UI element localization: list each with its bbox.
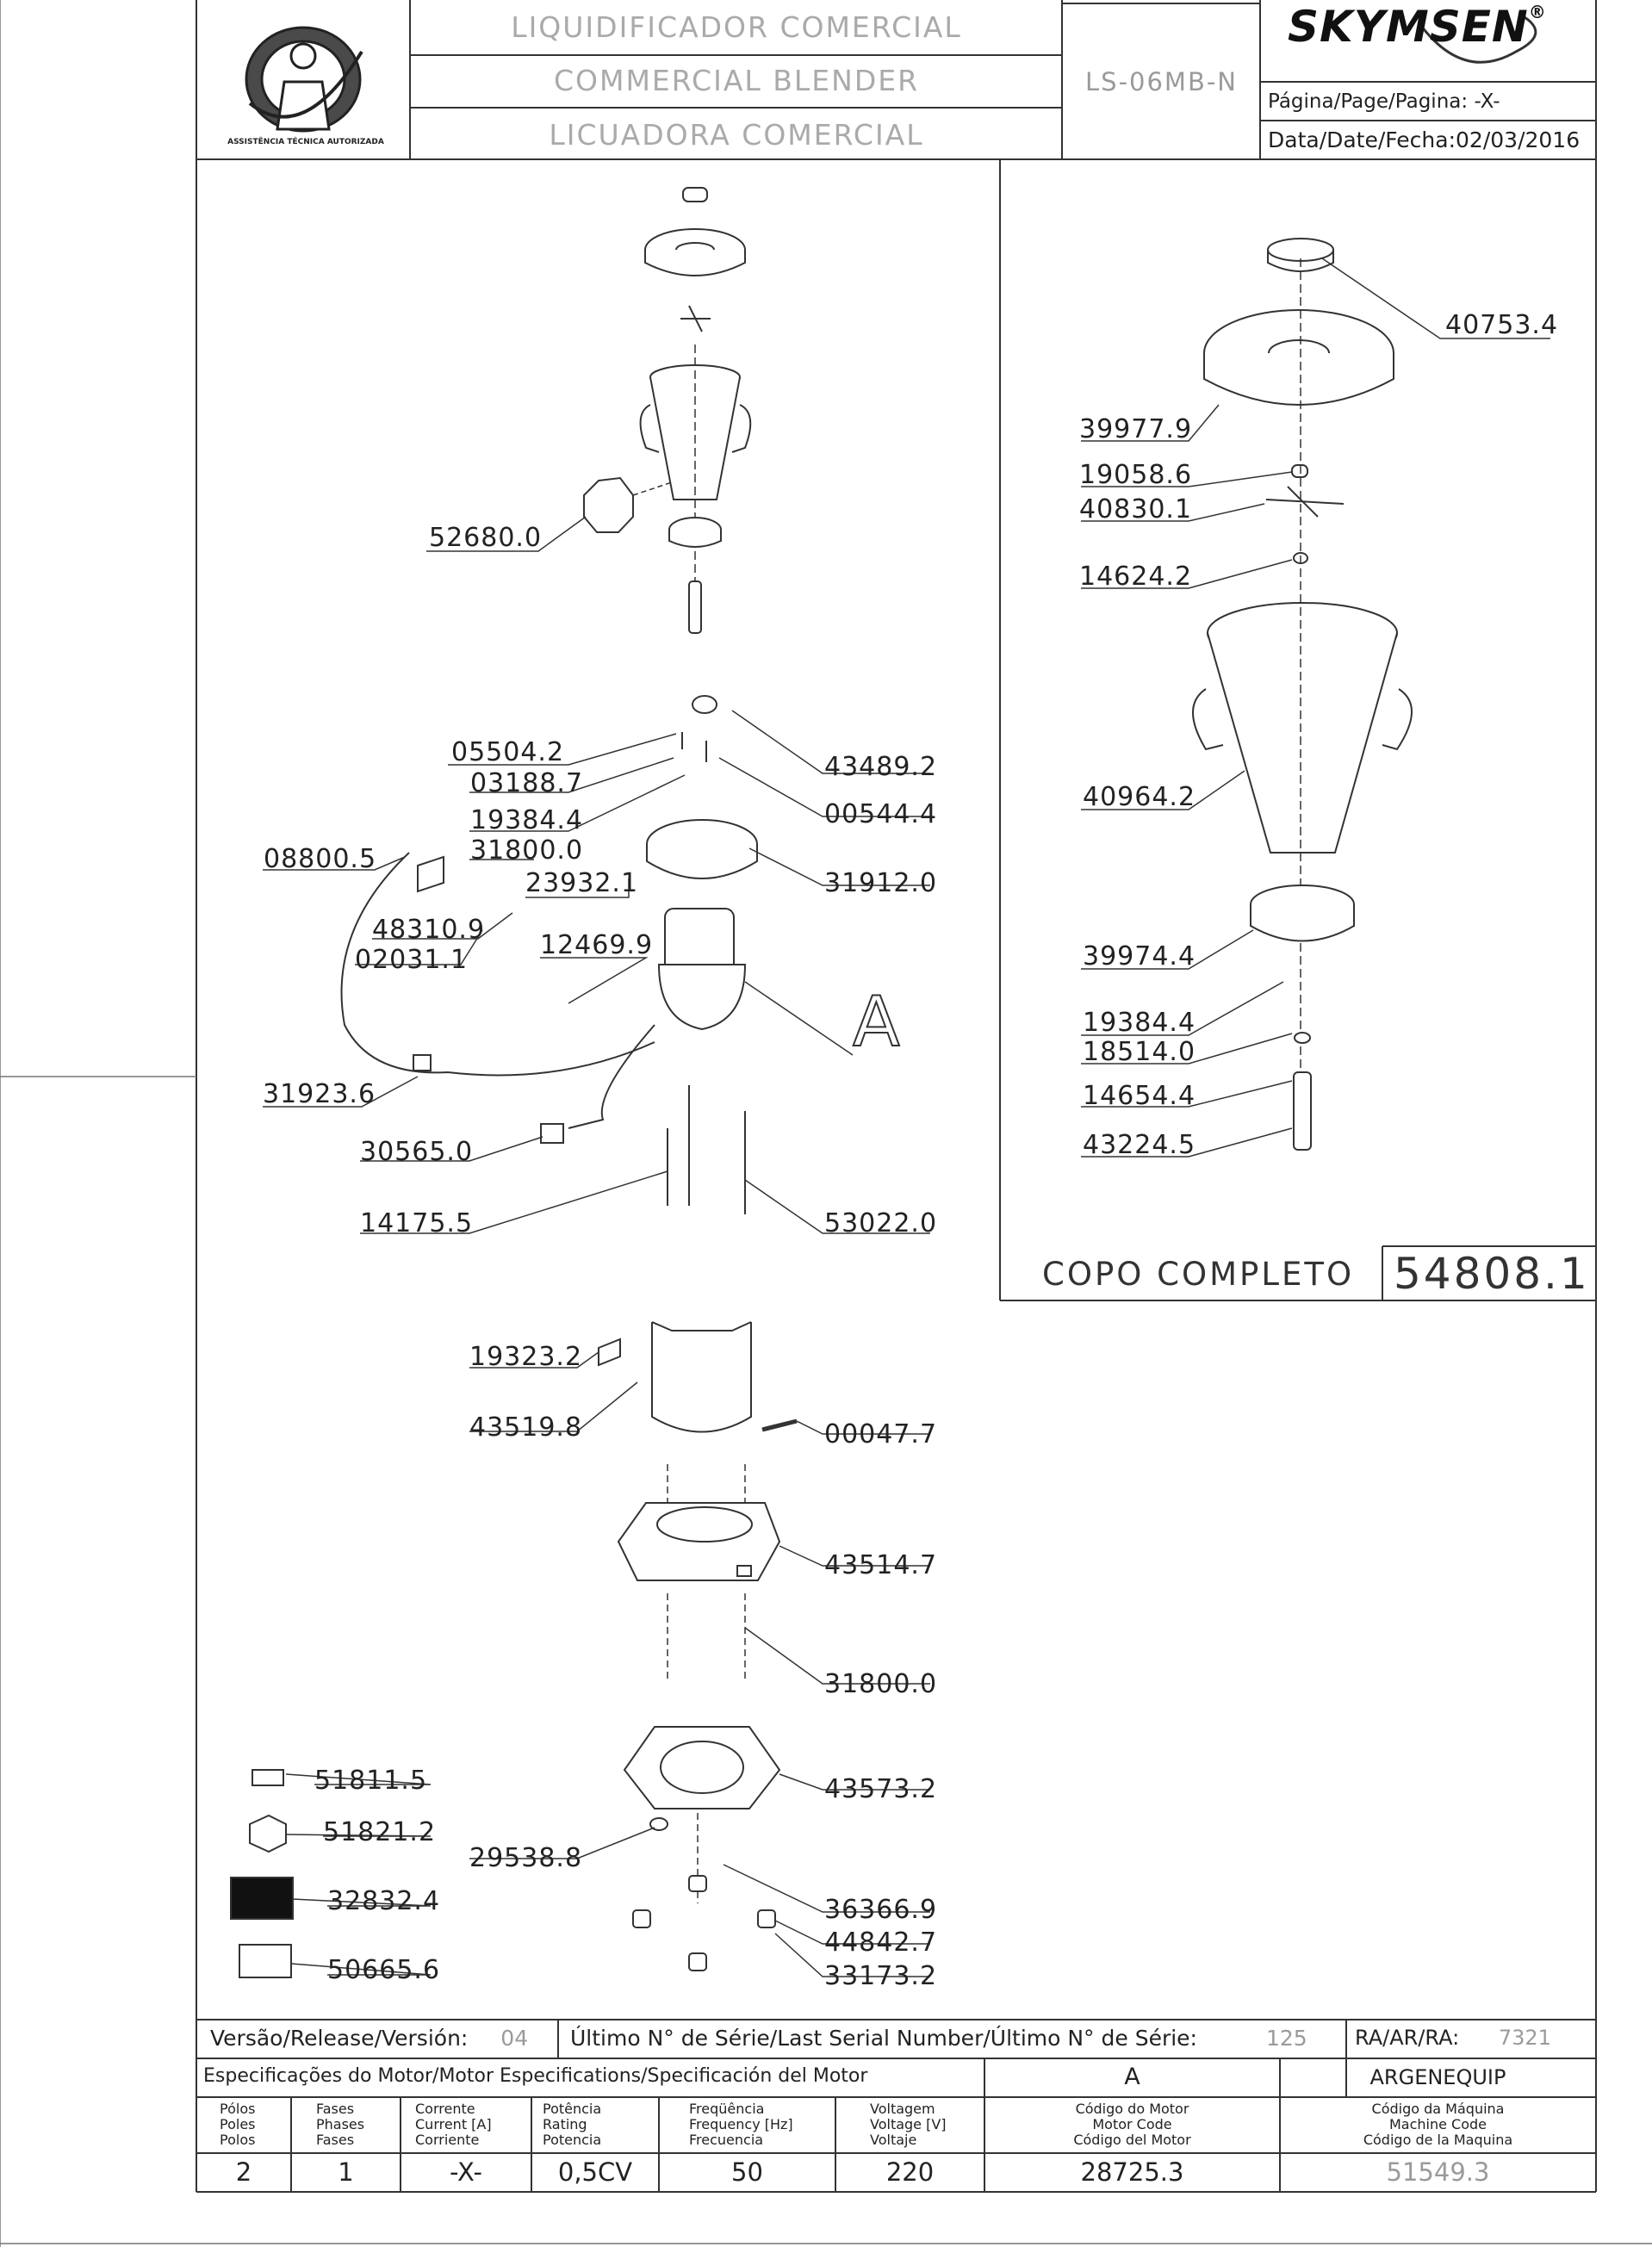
manufacturer: ARGENEQUIP xyxy=(1369,2065,1506,2089)
spec-header-voltage: Voltagem Voltage [V] Voltaje xyxy=(870,2101,947,2148)
cup-part-label: 43224.5 xyxy=(1083,1130,1196,1160)
part-label: 23932.1 xyxy=(525,868,639,898)
model-code: LS-06MB-N xyxy=(1085,67,1239,96)
cup-exploded-view xyxy=(1193,239,1412,1150)
cup-part-label: 39974.4 xyxy=(1083,941,1196,971)
page-field xyxy=(1268,90,1500,113)
part-label: 02031.1 xyxy=(355,945,469,975)
part-label: 43514.7 xyxy=(824,1550,938,1580)
brand-reg-mark: ® xyxy=(1528,2,1547,22)
cup-part-label: 14624.2 xyxy=(1079,562,1193,592)
main-leaders xyxy=(263,517,930,1977)
title-pt: LIQUIDIFICADOR COMERCIAL xyxy=(511,10,962,44)
ra-value: 7321 xyxy=(1498,2026,1551,2050)
version-value: 04 xyxy=(500,2026,529,2051)
page-label: Página/Page/Pagina: xyxy=(1268,90,1469,113)
part-label: 52680.0 xyxy=(429,523,543,553)
part-label: 51811.5 xyxy=(314,1766,428,1796)
part-label: 08800.5 xyxy=(264,844,377,874)
spec-value-current: -X- xyxy=(450,2157,482,2187)
part-label: 19323.2 xyxy=(469,1342,583,1372)
date-label: Data/Date/Fecha: xyxy=(1268,127,1456,152)
version-label: Versão/Release/Versión: xyxy=(210,2026,469,2051)
serial-value: 125 xyxy=(1266,2026,1307,2051)
part-label: 50665.6 xyxy=(327,1955,441,1985)
part-label: 00047.7 xyxy=(824,1419,938,1449)
spec-header-rating: Potência Rating Potencia xyxy=(543,2101,602,2148)
cup-part-label: 19058.6 xyxy=(1079,460,1193,490)
ra-label: RA/AR/RA: xyxy=(1355,2026,1460,2050)
part-label: 51821.2 xyxy=(323,1817,437,1847)
spec-header-phases: Fases Phases Fases xyxy=(316,2101,365,2148)
cup-part-label: 40964.2 xyxy=(1083,782,1196,812)
part-label: 31800.0 xyxy=(824,1669,938,1699)
cup-assembly-label: COPO COMPLETO xyxy=(1042,1256,1355,1293)
brand-name: SKYMSEN xyxy=(1288,2,1529,52)
spec-header-motor-code: Código do Motor Motor Code Código del Motor xyxy=(1073,2101,1191,2148)
spec-value-poles: 2 xyxy=(235,2157,252,2187)
cup-part-label: 18514.0 xyxy=(1083,1037,1196,1067)
spec-value-motor-code: 28725.3 xyxy=(1080,2157,1184,2187)
part-label: 43489.2 xyxy=(824,752,938,782)
brand-logo xyxy=(1288,2,1547,52)
spec-value-frequency: 50 xyxy=(731,2157,763,2187)
part-label: 14175.5 xyxy=(360,1208,474,1238)
part-label: 31923.6 xyxy=(263,1079,376,1109)
seal-text: ASSISTÊNCIA TÉCNICA AUTORIZADA xyxy=(227,138,384,146)
part-label: 48310.9 xyxy=(372,915,486,945)
motor-spec-label: Especificações do Motor/Motor Especifications/Specificación del Motor xyxy=(203,2065,868,2087)
part-label: 44842.7 xyxy=(824,1927,938,1958)
motor-ref-label: A xyxy=(853,982,900,1062)
part-label: 32832.4 xyxy=(327,1886,441,1916)
spec-header-frequency: Freqüência Frequency [Hz] Frecuencia xyxy=(689,2101,793,2148)
part-label: 19384.4 xyxy=(470,805,584,835)
serial-label: Último N° de Série/Last Serial Number/Último N° de Série: xyxy=(570,2026,1197,2051)
part-label: 12469.9 xyxy=(540,930,654,960)
ra-field xyxy=(1355,2026,1551,2050)
title-es: LICUADORA COMERCIAL xyxy=(549,118,924,152)
part-label: 53022.0 xyxy=(824,1208,938,1238)
part-label: 43519.8 xyxy=(469,1412,583,1443)
cup-part-label: 14654.4 xyxy=(1083,1081,1196,1111)
cup-part-label: 40753.4 xyxy=(1445,310,1559,340)
part-label: 31912.0 xyxy=(824,868,938,898)
spec-value-phases: 1 xyxy=(338,2157,354,2187)
cup-part-label: 40830.1 xyxy=(1079,494,1193,525)
spec-header-machine-code: Código da Máquina Machine Code Código de la Maquina xyxy=(1363,2101,1513,2148)
motor-ref: A xyxy=(1124,2064,1140,2090)
seal-logo xyxy=(246,28,362,131)
part-label: 43573.2 xyxy=(824,1774,938,1804)
serial-field xyxy=(570,2026,1197,2051)
spec-value-machine-code: 51549.3 xyxy=(1386,2157,1490,2187)
part-label: 36366.9 xyxy=(824,1895,938,1925)
cup-part-label: 39977.9 xyxy=(1079,414,1193,444)
part-label: 05504.2 xyxy=(451,737,565,767)
spec-value-voltage: 220 xyxy=(885,2157,935,2187)
spec-header-poles: Pólos Poles Polos xyxy=(220,2101,256,2148)
title-en: COMMERCIAL BLENDER xyxy=(553,64,920,97)
cup-part-label: 19384.4 xyxy=(1083,1008,1196,1038)
spec-header-current: Corrente Current [A] Corriente xyxy=(415,2101,492,2148)
part-label: 30565.0 xyxy=(360,1137,474,1167)
part-label: 29538.8 xyxy=(469,1843,583,1873)
part-label: 00544.4 xyxy=(824,799,938,829)
version-field xyxy=(210,2026,528,2051)
date-value: 02/03/2016 xyxy=(1456,127,1581,152)
date-field xyxy=(1268,127,1580,152)
spec-value-rating: 0,5CV xyxy=(557,2157,633,2187)
page-value: -X- xyxy=(1474,90,1500,113)
part-label: 31800.0 xyxy=(470,835,584,866)
part-label: 03188.7 xyxy=(470,768,584,798)
cup-assembly-code: 54808.1 xyxy=(1394,1249,1590,1299)
part-label: 33173.2 xyxy=(824,1961,938,1991)
